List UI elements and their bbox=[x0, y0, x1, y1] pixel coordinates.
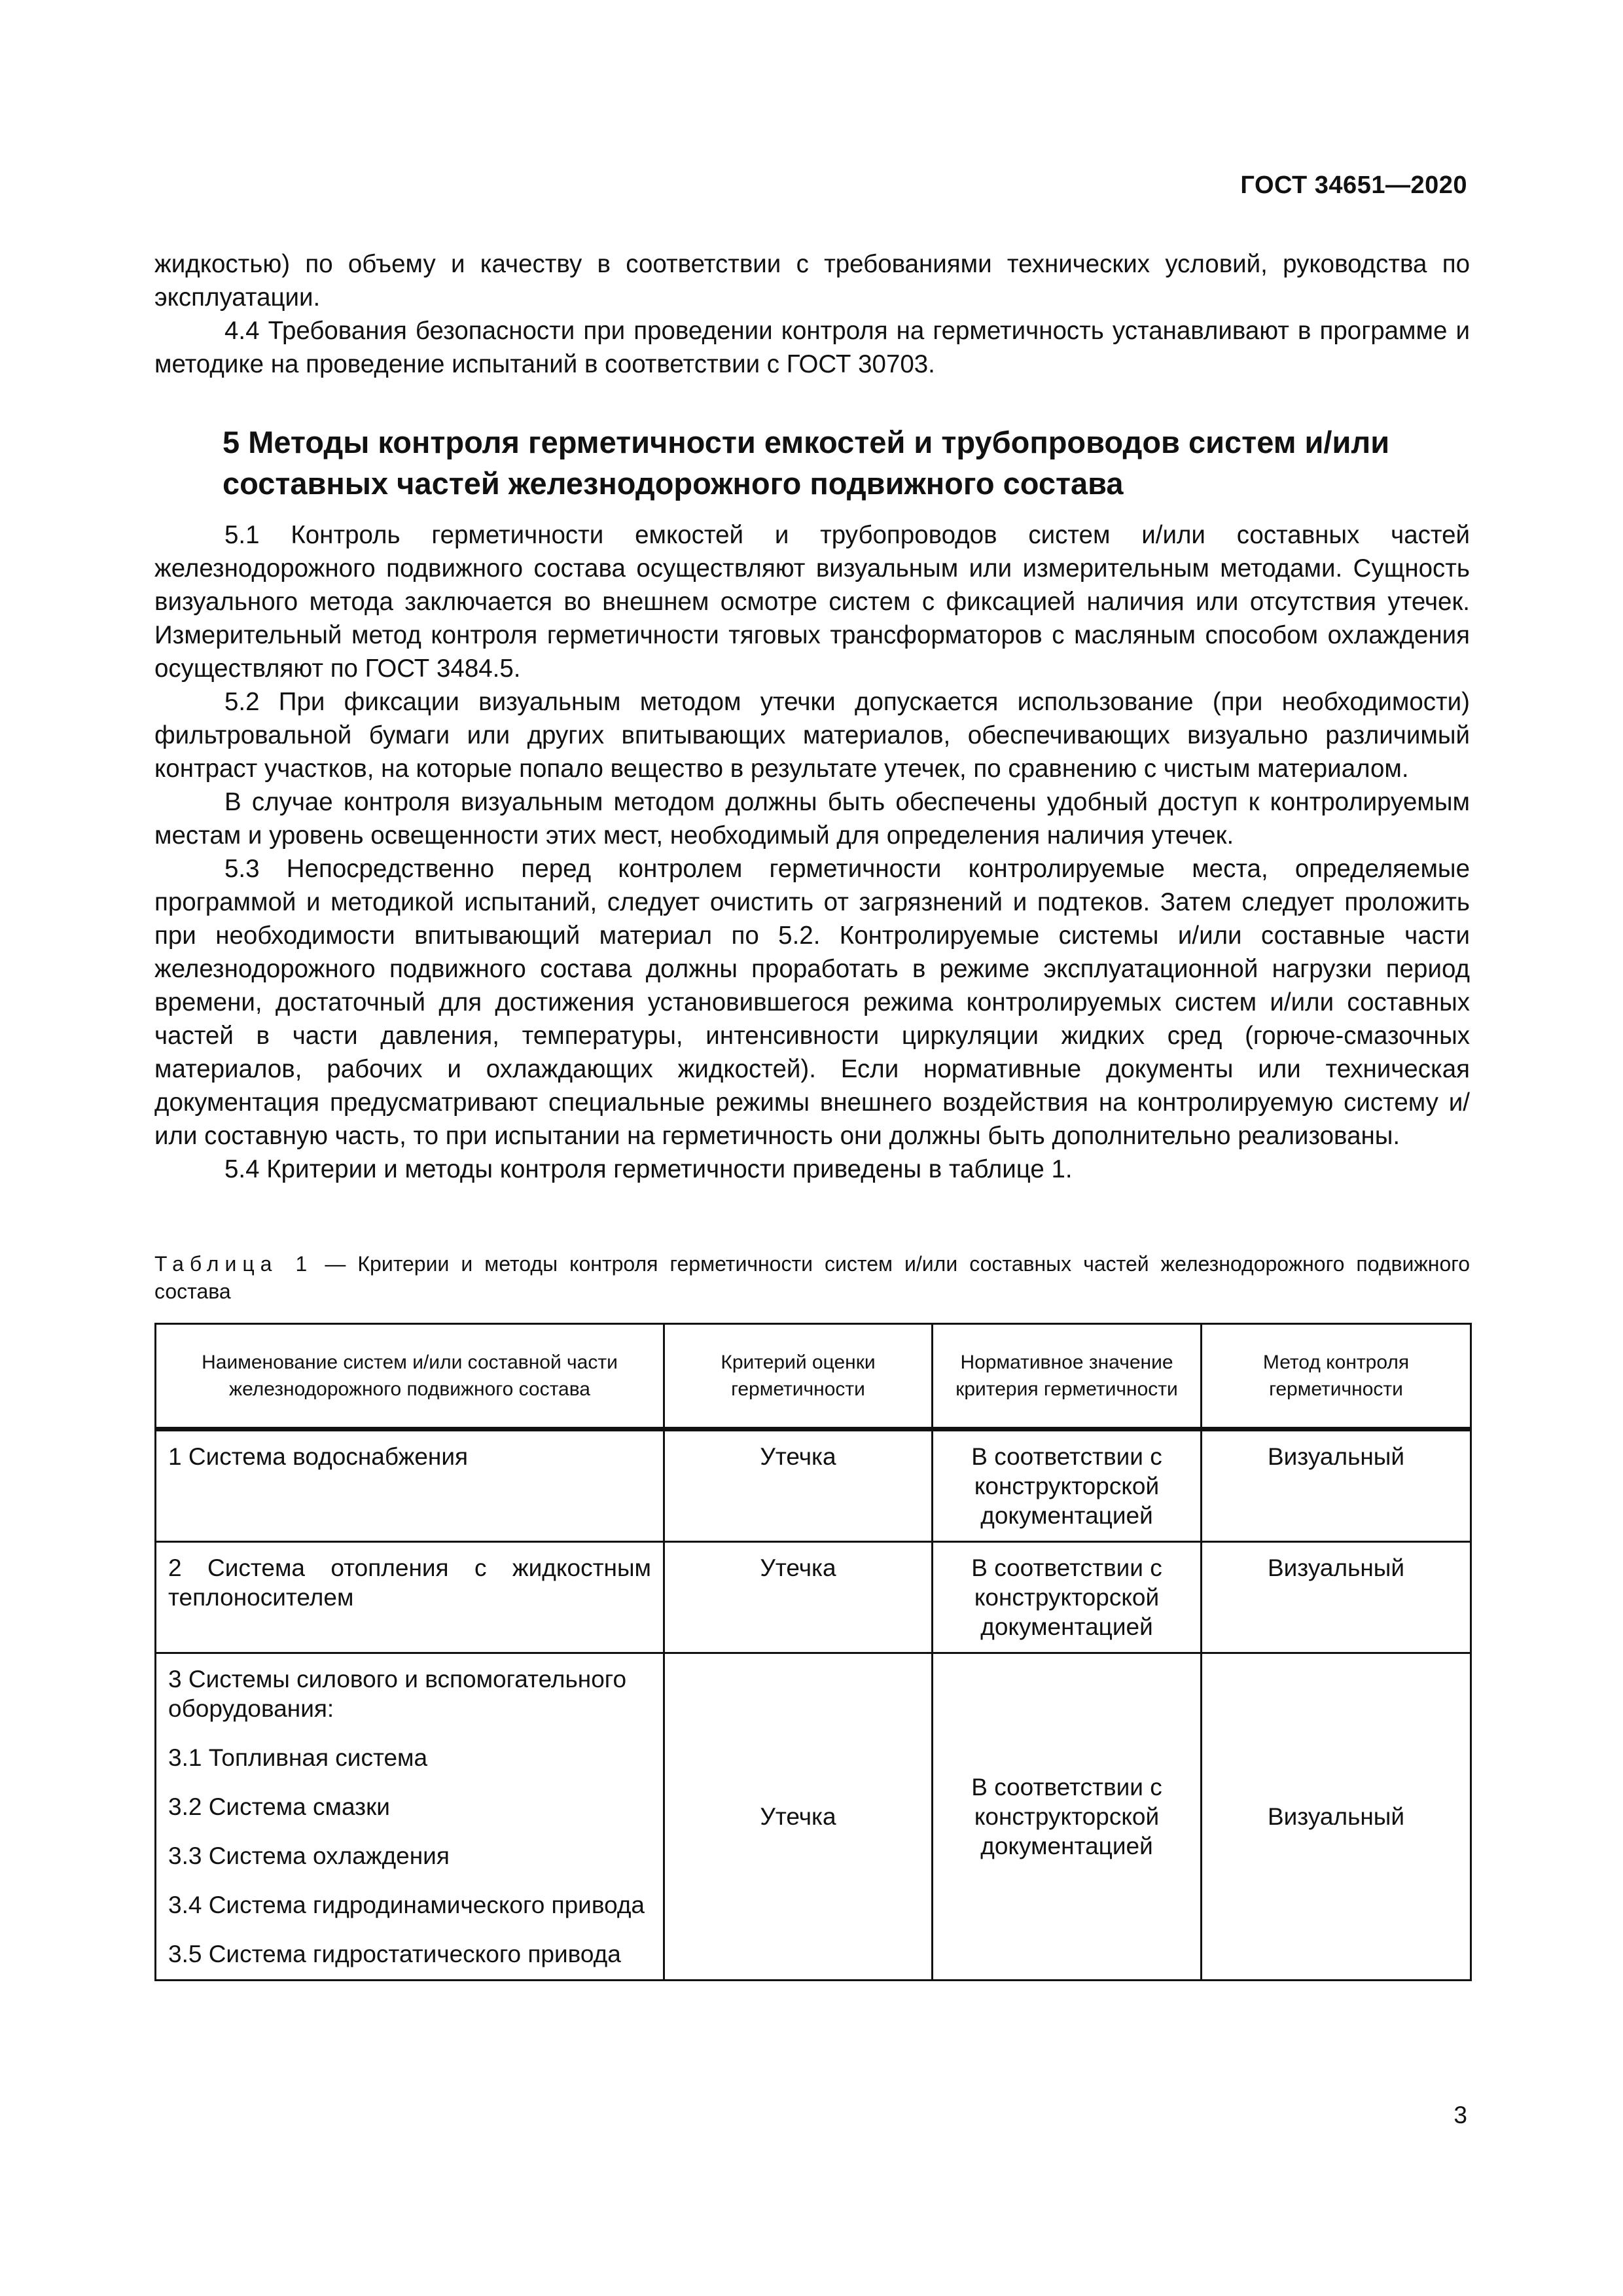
paragraph: жидкостью) по объему и качеству в соответствии с требованиями технических условий, руководства по эксплуатации. bbox=[154, 250, 1470, 312]
paragraph-5-1: 5.1 Контроль герметичности емкостей и трубопроводов систем и/или составных частей железнодорожного подвижного состава осуществляют визуальным или измерительным методами. Сущность визуального метода заключается во внешнем осмотре систем с фиксацией наличия или отсутствия утечек. Измерительный метод контроля герметичности тяговых трансформаторов с масляным способом охлаждения осуществляют по ГОСТ 3484.5. bbox=[154, 521, 1470, 683]
section-5-title: 5 Методы контроля герметичности емкостей и трубопроводов систем и/или составных частей железнодорожного подвижного состава bbox=[223, 425, 1390, 501]
cell-normative-value: В соответствии с конструкторской документацией bbox=[933, 1653, 1202, 1981]
cell-criterion: Утечка bbox=[664, 1429, 933, 1542]
cell-criterion: Утечка bbox=[664, 1653, 933, 1981]
paragraph-visual-access: В случае контроля визуальным методом должны быть обеспечены удобный доступ к контролируемым местам и уровень освещенности этих мест, необходимый для определения наличия утечек. bbox=[154, 788, 1470, 850]
subitem: 3.2 Система смазки bbox=[168, 1793, 390, 1820]
cell-system-name: 1 Система водоснабжения bbox=[156, 1429, 664, 1542]
cell-control-method: Визуальный bbox=[1202, 1429, 1471, 1542]
paragraph-5-2: 5.2 При фиксации визуальным методом утечки допускается использование (при необходимости) фильтровальной бумаги или других впитывающих материалов, обеспечивающих визуально различимый контраст участков, на которые попало вещество в результате утечек, по сравнению с чистым материалом. bbox=[154, 688, 1470, 783]
document-id-header: ГОСТ 34651—2020 bbox=[1240, 171, 1467, 199]
cell-normative-value: В соответствии с конструкторской документацией bbox=[933, 1429, 1202, 1542]
cell-normative-value: В соответствии с конструкторской документацией bbox=[933, 1542, 1202, 1653]
paragraph-5-4: 5.4 Критерии и методы контроля герметичности приведены в таблице 1. bbox=[224, 1155, 1073, 1183]
cell-control-method: Визуальный bbox=[1202, 1542, 1471, 1653]
subitem: 3.3 Система охлаждения bbox=[168, 1842, 450, 1869]
header-control-method: Метод контроля герметичности bbox=[1202, 1324, 1471, 1429]
table-row bbox=[156, 1542, 1471, 1653]
table-1-caption bbox=[154, 1250, 1470, 1305]
page-number: 3 bbox=[1454, 2102, 1467, 2128]
header-normative-value: Нормативное значение критерия герметичности bbox=[933, 1324, 1202, 1429]
table-row bbox=[156, 1653, 1471, 1981]
subitem: 3.5 Система гидростатического привода bbox=[168, 1941, 621, 1967]
paragraph-4-4: 4.4 Требования безопасности при проведении контроля на герметичность устанавливают в программе и методике на проведение испытаний в соответствии с ГОСТ 30703. bbox=[154, 317, 1470, 378]
cell-system-name: 2 Система отопления с жидкостным теплоносителем bbox=[156, 1542, 664, 1653]
table-caption-label: Таблица 1 bbox=[154, 1252, 313, 1276]
table-row bbox=[156, 1429, 1471, 1542]
top-paragraphs bbox=[154, 247, 1470, 381]
table-1 bbox=[154, 1323, 1472, 1981]
cell-system-name-group bbox=[156, 1653, 664, 1981]
table-header-row bbox=[156, 1324, 1471, 1429]
section-5-body bbox=[154, 518, 1470, 1186]
paragraph-5-3: 5.3 Непосредственно перед контролем герметичности контролируемые места, определяемые программой и методикой испытаний, следует очистить от загрязнений и подтеков. Затем следует проложить при необходимости впитывающий материал по 5.2. Контролируемые системы и/или составные части железнодорожного подвижного состава должны проработать в режиме эксплуатационной нагрузки период времени, достаточный для достижения установившегося режима контролируемых систем и/или составных частей в части давления, температуры, интенсивности циркуляции жидких сред (горюче-смазочных материалов, рабочих и охлаждающих жидкостей). Если нормативные документы или техническая документация предусматривают специальные режимы внешнего воздействия на контролируемую систему и/или составную часть, то при испытании на герметичность они должны быть дополнительно реализованы. bbox=[154, 855, 1470, 1150]
header-criterion: Критерий оценки герметичности bbox=[664, 1324, 933, 1429]
cell-criterion: Утечка bbox=[664, 1542, 933, 1653]
subitem: 3.4 Система гидродинамического привода bbox=[168, 1892, 645, 1918]
subitem: 3.1 Топливная система bbox=[168, 1744, 428, 1771]
cell-control-method: Визуальный bbox=[1202, 1653, 1471, 1981]
group-title: 3 Системы силового и вспомогательного оборудования: bbox=[168, 1666, 627, 1722]
header-system-name: Наименование систем и/или составной части железнодорожного подвижного состава bbox=[156, 1324, 664, 1429]
table-caption-text: — Критерии и методы контроля герметичности систем и/или составных частей железнодорожного подвижного состава bbox=[154, 1252, 1471, 1303]
